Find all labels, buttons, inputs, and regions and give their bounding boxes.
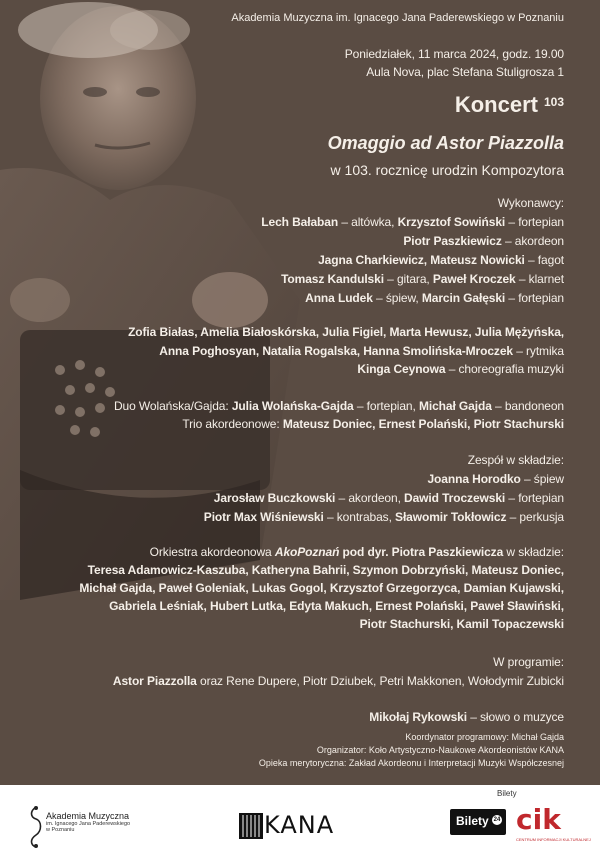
duo-trio-text: – fortepian, xyxy=(353,399,419,413)
rhythmics-name: Zofia Białas, Amelia Białoskórska, Julia Figiel, Marta Hewusz, Julia Mężyńska, xyxy=(128,325,564,339)
ensemble-text: – perkusja xyxy=(506,510,564,524)
occasion-text: w 103. rocznicę urodzin Kompozytora xyxy=(330,162,564,178)
orchestra-section xyxy=(79,543,564,633)
performer-name: Tomasz Kandulski xyxy=(281,272,384,286)
f-hole-icon xyxy=(28,805,44,849)
performer-text: – śpiew, xyxy=(372,291,422,305)
rhythmics-text: – rytmika xyxy=(512,343,564,358)
speaker-text: – słowo o muzyce xyxy=(466,710,564,724)
rhythmics-line xyxy=(128,360,564,379)
tickets-caption: Bilety xyxy=(497,789,517,798)
akademia-logo-text xyxy=(46,811,130,833)
ensemble-text: – kontrabas, xyxy=(323,510,396,524)
performer-name: Paweł Kroczek xyxy=(432,272,516,286)
ensemble-heading: Zespół w składzie: xyxy=(467,453,564,467)
program-section xyxy=(113,653,564,691)
title-superscript: 103 xyxy=(543,94,564,109)
ensemble-name: Piotr Max Wiśniewski xyxy=(203,510,324,524)
title-text: Koncert xyxy=(454,92,538,117)
akademia-sub1: im. Ignacego Jana Paderewskiego xyxy=(46,821,131,827)
duo-trio-name: Julia Wolańska-Gajda xyxy=(231,399,354,413)
akademia-muzyczna-logo xyxy=(28,805,168,851)
program-heading: W programie: xyxy=(493,655,564,669)
program-text: oraz Rene Dupere, Piotr Dziubek, Petri Makkonen, Wołodymir Zubicki xyxy=(196,674,564,688)
rhythmics-text: – choreografia muzyki xyxy=(445,362,564,376)
rhythmics-name: Kinga Ceynowa xyxy=(357,362,446,376)
cik-logo-text: cik xyxy=(516,803,561,836)
ensemble-text: – fortepian xyxy=(505,491,564,505)
performer-text: – gitara, xyxy=(383,272,433,286)
orchestra-name: Piotr Stachurski, Kamil Topaczewski xyxy=(359,617,564,631)
credits-section xyxy=(259,731,564,770)
credit-organizer: Organizator: Koło Artystyczno-Naukowe Akordeonistów KANA xyxy=(316,745,564,755)
concert-title xyxy=(455,92,564,118)
event-datetime: Poniedziałek, 11 marca 2024, godz. 19.00 xyxy=(344,47,564,61)
akademia-sub2: w Poznaniu xyxy=(46,827,75,833)
program-line xyxy=(113,672,564,691)
performer-line xyxy=(261,213,564,232)
performer-text: – akordeon xyxy=(501,234,564,248)
sponsor-footer xyxy=(0,785,600,864)
performer-text: – fortepian xyxy=(505,291,564,305)
orchestra-name: AkoPoznań xyxy=(274,545,340,559)
performers-heading: Wykonawcy: xyxy=(497,196,564,210)
performer-text: – fagot xyxy=(524,253,564,267)
performer-line xyxy=(261,289,564,308)
program-name: Astor Piazzolla xyxy=(112,674,197,688)
rhythmics-name: Anna Poghosyan, Natalia Rogalska, Hanna Smolińska-Mroczek xyxy=(159,343,513,358)
ensemble-name: Jarosław Buczkowski xyxy=(213,491,336,505)
orchestra-line xyxy=(79,543,564,561)
kana-logo-text: KANA xyxy=(264,811,335,839)
concert-occasion xyxy=(331,162,564,178)
performer-text: – altówka, xyxy=(338,215,398,229)
credit-supervision: Opieka merytoryczna: Zakład Akordeonu i Interpretacji Muzyki Współczesnej xyxy=(258,758,564,768)
ensemble-section xyxy=(204,451,564,527)
performer-text: – fortepian xyxy=(505,215,564,229)
ensemble-text: – akordeon, xyxy=(335,491,405,505)
duo-trio-section xyxy=(114,397,564,433)
duo-trio-line xyxy=(114,415,564,433)
cik-logo xyxy=(512,803,591,851)
ensemble-name: Dawid Troczewski xyxy=(404,491,506,505)
orchestra-line xyxy=(79,561,564,579)
ensemble-line xyxy=(204,508,564,527)
orchestra-text: w składzie: xyxy=(503,545,564,559)
ensemble-name: Joanna Horodko xyxy=(427,472,521,486)
event-details xyxy=(345,45,564,81)
performer-line xyxy=(261,270,564,289)
rhythmics-line xyxy=(128,323,564,342)
subtitle-text: Omaggio ad Astor Piazzolla xyxy=(327,133,564,153)
akademia-name: Akademia Muzyczna xyxy=(46,811,130,821)
performer-name: Marcin Gałęski xyxy=(421,291,506,305)
rhythmics-line xyxy=(128,342,564,361)
duo-trio-text: – bandoneon xyxy=(491,399,564,413)
bilety24-logo[interactable] xyxy=(450,809,506,835)
performer-name: Jagna Charkiewicz, Mateusz Nowicki xyxy=(318,253,525,267)
duo-trio-line xyxy=(114,397,564,415)
orchestra-name: pod dyr. Piotra Paszkiewicza xyxy=(339,545,504,559)
ensemble-name: Sławomir Tokłowicz xyxy=(395,510,507,524)
duo-trio-text: Trio akordeonowe: xyxy=(182,417,283,431)
speaker-line xyxy=(369,708,564,726)
performer-name: Krzysztof Sowiński xyxy=(397,215,506,229)
kana-logo xyxy=(238,805,338,847)
performer-text: – klarnet xyxy=(515,272,564,286)
speaker-name: Mikołaj Rykowski xyxy=(369,710,467,724)
duo-trio-name: Michał Gajda xyxy=(418,399,492,413)
orchestra-name: Teresa Adamowicz-Kaszuba, Katheryna Bahrii, Szymon Dobrzyński, Mateusz Doniec, xyxy=(87,563,564,577)
orchestra-line xyxy=(79,579,564,597)
institution xyxy=(231,12,564,24)
ensemble-line xyxy=(204,489,564,508)
event-venue: Aula Nova, plac Stefana Stuligrosza 1 xyxy=(366,65,564,79)
performer-name: Anna Ludek xyxy=(305,291,373,305)
performers-section xyxy=(261,194,564,308)
performer-name: Lech Bałaban xyxy=(261,215,339,229)
duo-trio-text: Duo Wolańska/Gajda: xyxy=(113,399,232,413)
ensemble-text: – śpiew xyxy=(520,472,564,486)
orchestra-line xyxy=(79,597,564,615)
cik-logo-subtext: CENTRUM INFORMACJI KULTURALNEJ xyxy=(516,837,591,842)
orchestra-name: Michał Gajda, Paweł Goleniak, Lukas Gogol, Krzysztof Grzegorzyca, Damian Kujawski, xyxy=(79,581,564,595)
speaker-section xyxy=(369,708,564,726)
performer-name: Piotr Paszkiewicz xyxy=(403,234,502,248)
duo-trio-name: Mateusz Doniec, Ernest Polański, Piotr Stachurski xyxy=(282,417,564,431)
orchestra-text: Orkiestra akordeonowa xyxy=(149,545,275,559)
performer-line xyxy=(261,251,564,270)
performer-line xyxy=(261,232,564,251)
bilety24-logo-text: Bilety xyxy=(456,814,489,828)
bandoneon-icon xyxy=(238,809,264,843)
orchestra-name: Gabriela Leśniak, Hubert Lutka, Edyta Makuch, Ernest Polański, Paweł Sławiński, xyxy=(109,599,564,613)
orchestra-line xyxy=(79,615,564,633)
concert-subtitle xyxy=(328,133,564,154)
bilety24-badge: 24 xyxy=(493,817,501,823)
credit-coordinator: Koordynator programowy: Michał Gajda xyxy=(405,732,564,742)
rhythmics-section xyxy=(128,323,564,379)
ensemble-line xyxy=(204,470,564,489)
institution-text: Akademia Muzyczna im. Ignacego Jana Paderewskiego w Poznaniu xyxy=(231,12,564,24)
